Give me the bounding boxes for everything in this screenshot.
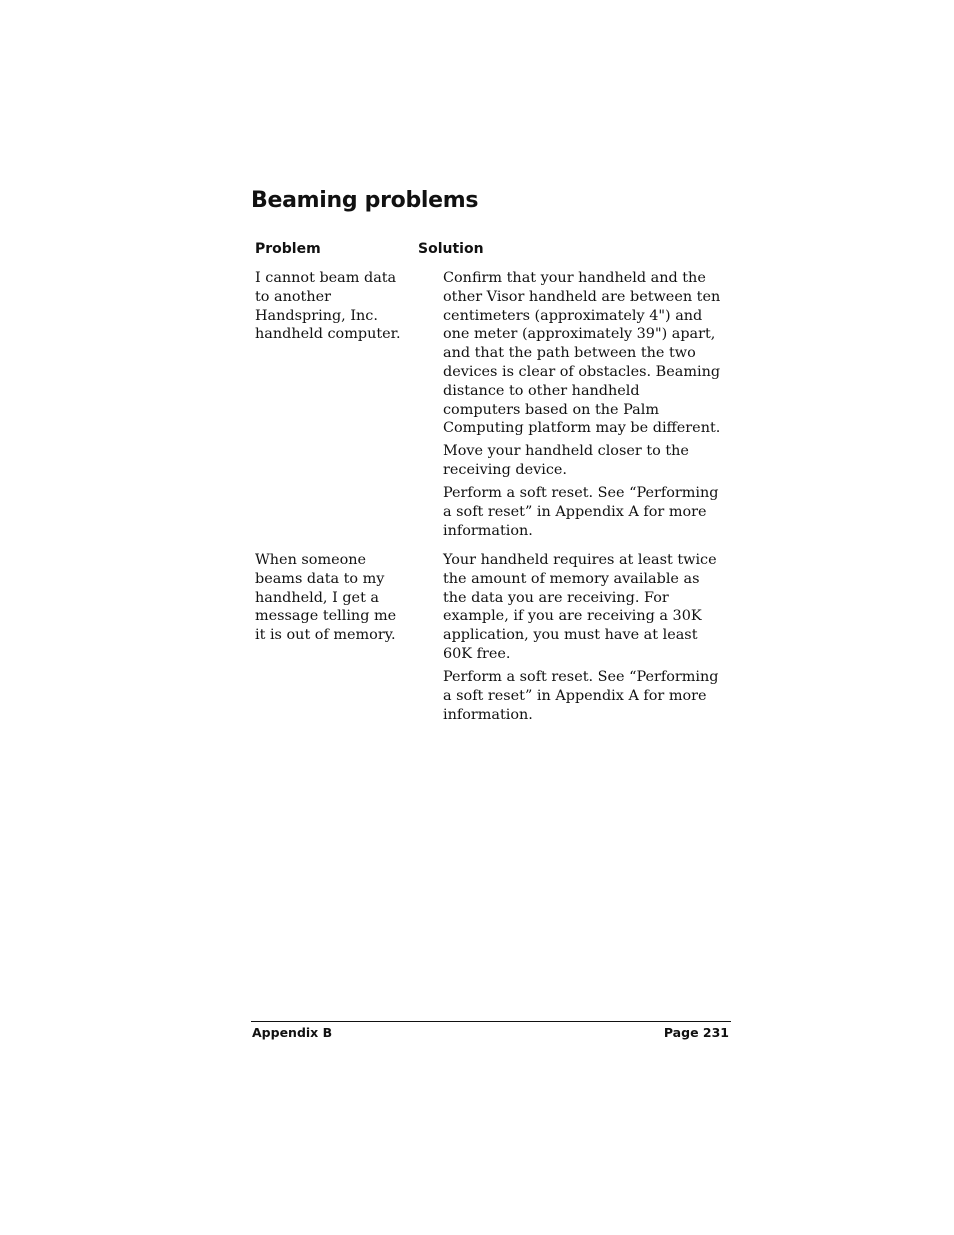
solution-text: Confirm that your handheld and the other Visor handheld are between ten centimeters (approximately 4") and one meter (approximately 39") apart, and that the path between the two devices is clear of obstacles. Beaming distance to other handheld computers based on the Palm Computing platform may be different. [443, 270, 721, 437]
solution-column-header: Solution [418, 241, 484, 257]
solution-text: Perform a soft reset. See “Performing a soft reset” in Appendix A for more information. [443, 485, 719, 539]
problem-text: When someone beams data to my handheld, I get a message telling me it is out of memory. [255, 552, 397, 644]
solution-cell [443, 551, 721, 729]
footer-divider [251, 1021, 731, 1022]
solution-cell [443, 269, 721, 545]
problem-column-header: Problem [255, 241, 321, 257]
solution-text: Perform a soft reset. See “Performing a soft reset” in Appendix A for more information. [443, 668, 719, 723]
solution-text: Your handheld requires at least twice the amount of memory available as the data you are receiving. For example, if you are receiving a 30K application, you must have at least 60K free. [443, 552, 717, 662]
solution-text: Move your handheld closer to the receiving device. [443, 443, 689, 479]
page-title: Beaming problems [251, 188, 479, 213]
footer-section-label: Appendix B [252, 1025, 333, 1040]
problem-text: I cannot beam data to another Handspring, Inc. handheld computer. [255, 270, 401, 343]
footer-page-number: Page 231 [663, 1025, 729, 1040]
